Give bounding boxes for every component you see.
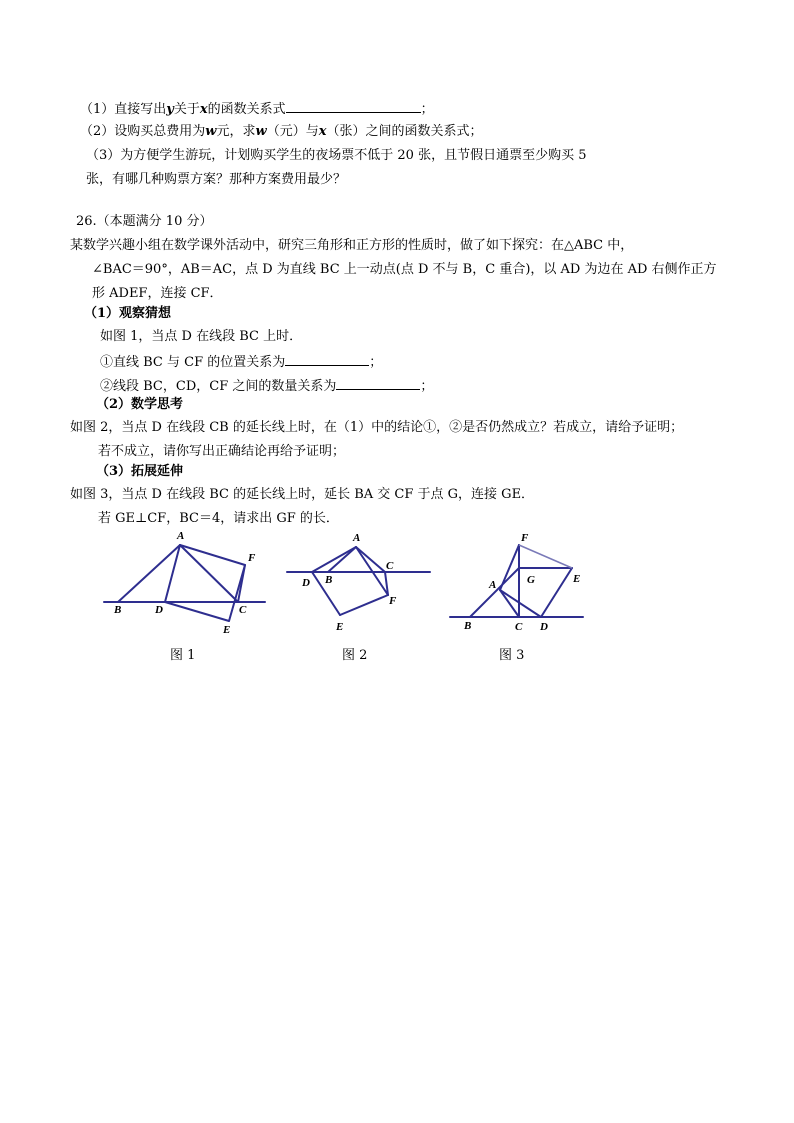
section1-text: 如图 1，当点 D 在线段 BC 上时． xyxy=(100,329,303,344)
fig3-label-e: E xyxy=(573,573,581,585)
fig3-label-a: A xyxy=(489,579,497,591)
section1-title: （1）观察猜想 xyxy=(84,306,172,321)
fig3-caption: 图 3 xyxy=(499,648,525,663)
fig1-label-d: D xyxy=(155,604,163,616)
fig2-label-d: D xyxy=(302,577,310,589)
fig3-label-g: G xyxy=(527,574,535,586)
fig3-seg-ed xyxy=(541,568,572,617)
fig2-caption: 图 2 xyxy=(342,648,368,663)
fig1-seg-ab xyxy=(118,545,180,602)
fig1-caption: 图 1 xyxy=(170,648,196,663)
q26-intro-line2: ∠BAC＝90°，AB＝AC，点 D 为直线 BC 上一动点(点 D 不与 B，C 重合)，以 AD 为边在 AD 右侧作正方 xyxy=(92,262,717,277)
q25-p2-mid1: 元，求 xyxy=(216,124,256,139)
var-x-2: x xyxy=(318,124,327,139)
q25-p2-pre: （2）设购买总费用为 xyxy=(80,124,206,139)
q25-p2-mid2: （元）与 xyxy=(266,124,319,139)
section2-text-line2: 若不成立，请你写出正确结论再给予证明； xyxy=(98,444,346,459)
q25-p1-post: 的函数关系式 xyxy=(207,102,286,117)
var-x: x xyxy=(199,102,208,117)
fig1-label-a: A xyxy=(177,530,185,542)
q25-p2-post: （张）之间的函数关系式； xyxy=(326,124,483,139)
q26-intro-line3: 形 ADEF，连接 CF． xyxy=(92,286,223,301)
q26-intro-line1: 某数学兴趣小组在数学课外活动中，研究三角形和正方形的性质时，做了如下探究：在△ABC 中， xyxy=(70,238,634,253)
var-y: y xyxy=(166,102,174,117)
fig1-seg-de xyxy=(165,602,229,621)
section1-q1-end: ； xyxy=(369,355,383,370)
q25-part3-line2: 张，有哪几种购票方案？那种方案费用最少？ xyxy=(86,172,347,187)
fig2-label-b: B xyxy=(325,574,333,586)
var-w: w xyxy=(205,124,217,139)
fig3-seg-bg xyxy=(470,568,519,617)
fig2-seg-ad xyxy=(312,547,356,572)
fig3-seg-ad xyxy=(500,590,541,617)
fig2-label-a: A xyxy=(353,532,361,544)
fig1-label-e: E xyxy=(223,624,231,636)
fig2-label-e: E xyxy=(336,621,344,633)
section1-q1-text: ①直线 BC 与 CF 的位置关系为 xyxy=(100,355,286,370)
section2-text-line1: 如图 2，当点 D 在线段 CB 的延长线上时，在（1）中的结论①，②是否仍然成立？若成立，请给予证明； xyxy=(70,420,684,435)
fig3-seg-ac xyxy=(500,590,519,617)
fig2-label-c: C xyxy=(386,560,394,572)
fig3-label-f: F xyxy=(521,532,529,544)
section1-q2-end: ； xyxy=(420,379,434,394)
section3-text-line2: 若 GE⊥CF，BC＝4，请求出 GF 的长． xyxy=(98,511,339,526)
section3-text-line1: 如图 3，当点 D 在线段 BC 的延长线上时，延长 BA 交 CF 于点 G，连接 GE． xyxy=(70,487,535,502)
fig3-label-b: B xyxy=(464,620,472,632)
q25-part3-line1: （3）为方便学生游玩，计划购买学生的夜场票不低于 20 张，且节假日通票至少购买 5 xyxy=(86,148,587,163)
fig3-label-d: D xyxy=(540,621,548,633)
q25-p1-mid: 关于 xyxy=(173,102,200,117)
section3-title: （3）拓展延伸 xyxy=(96,464,184,479)
q26-header: 26.（本题满分 10 分） xyxy=(76,214,213,229)
section2-title: （2）数学思考 xyxy=(96,397,184,412)
fig3-label-c: C xyxy=(515,621,523,633)
fig2-seg-ef xyxy=(340,595,388,615)
q25-p1-end: ； xyxy=(420,102,434,117)
section1-q2-text: ②线段 BC，CD，CF 之间的数量关系为 xyxy=(100,379,337,394)
fig2-label-f: F xyxy=(389,595,397,607)
fig3-seg-fa xyxy=(500,545,519,590)
fig1-label-f: F xyxy=(248,552,256,564)
var-w-2: w xyxy=(255,124,267,139)
q25-p1-pre: （1）直接写出 xyxy=(80,102,167,117)
fig1-label-b: B xyxy=(114,604,122,616)
fig3-seg-fe xyxy=(519,545,572,568)
fig1-seg-ad xyxy=(165,545,180,602)
fig1-label-c: C xyxy=(239,604,247,616)
